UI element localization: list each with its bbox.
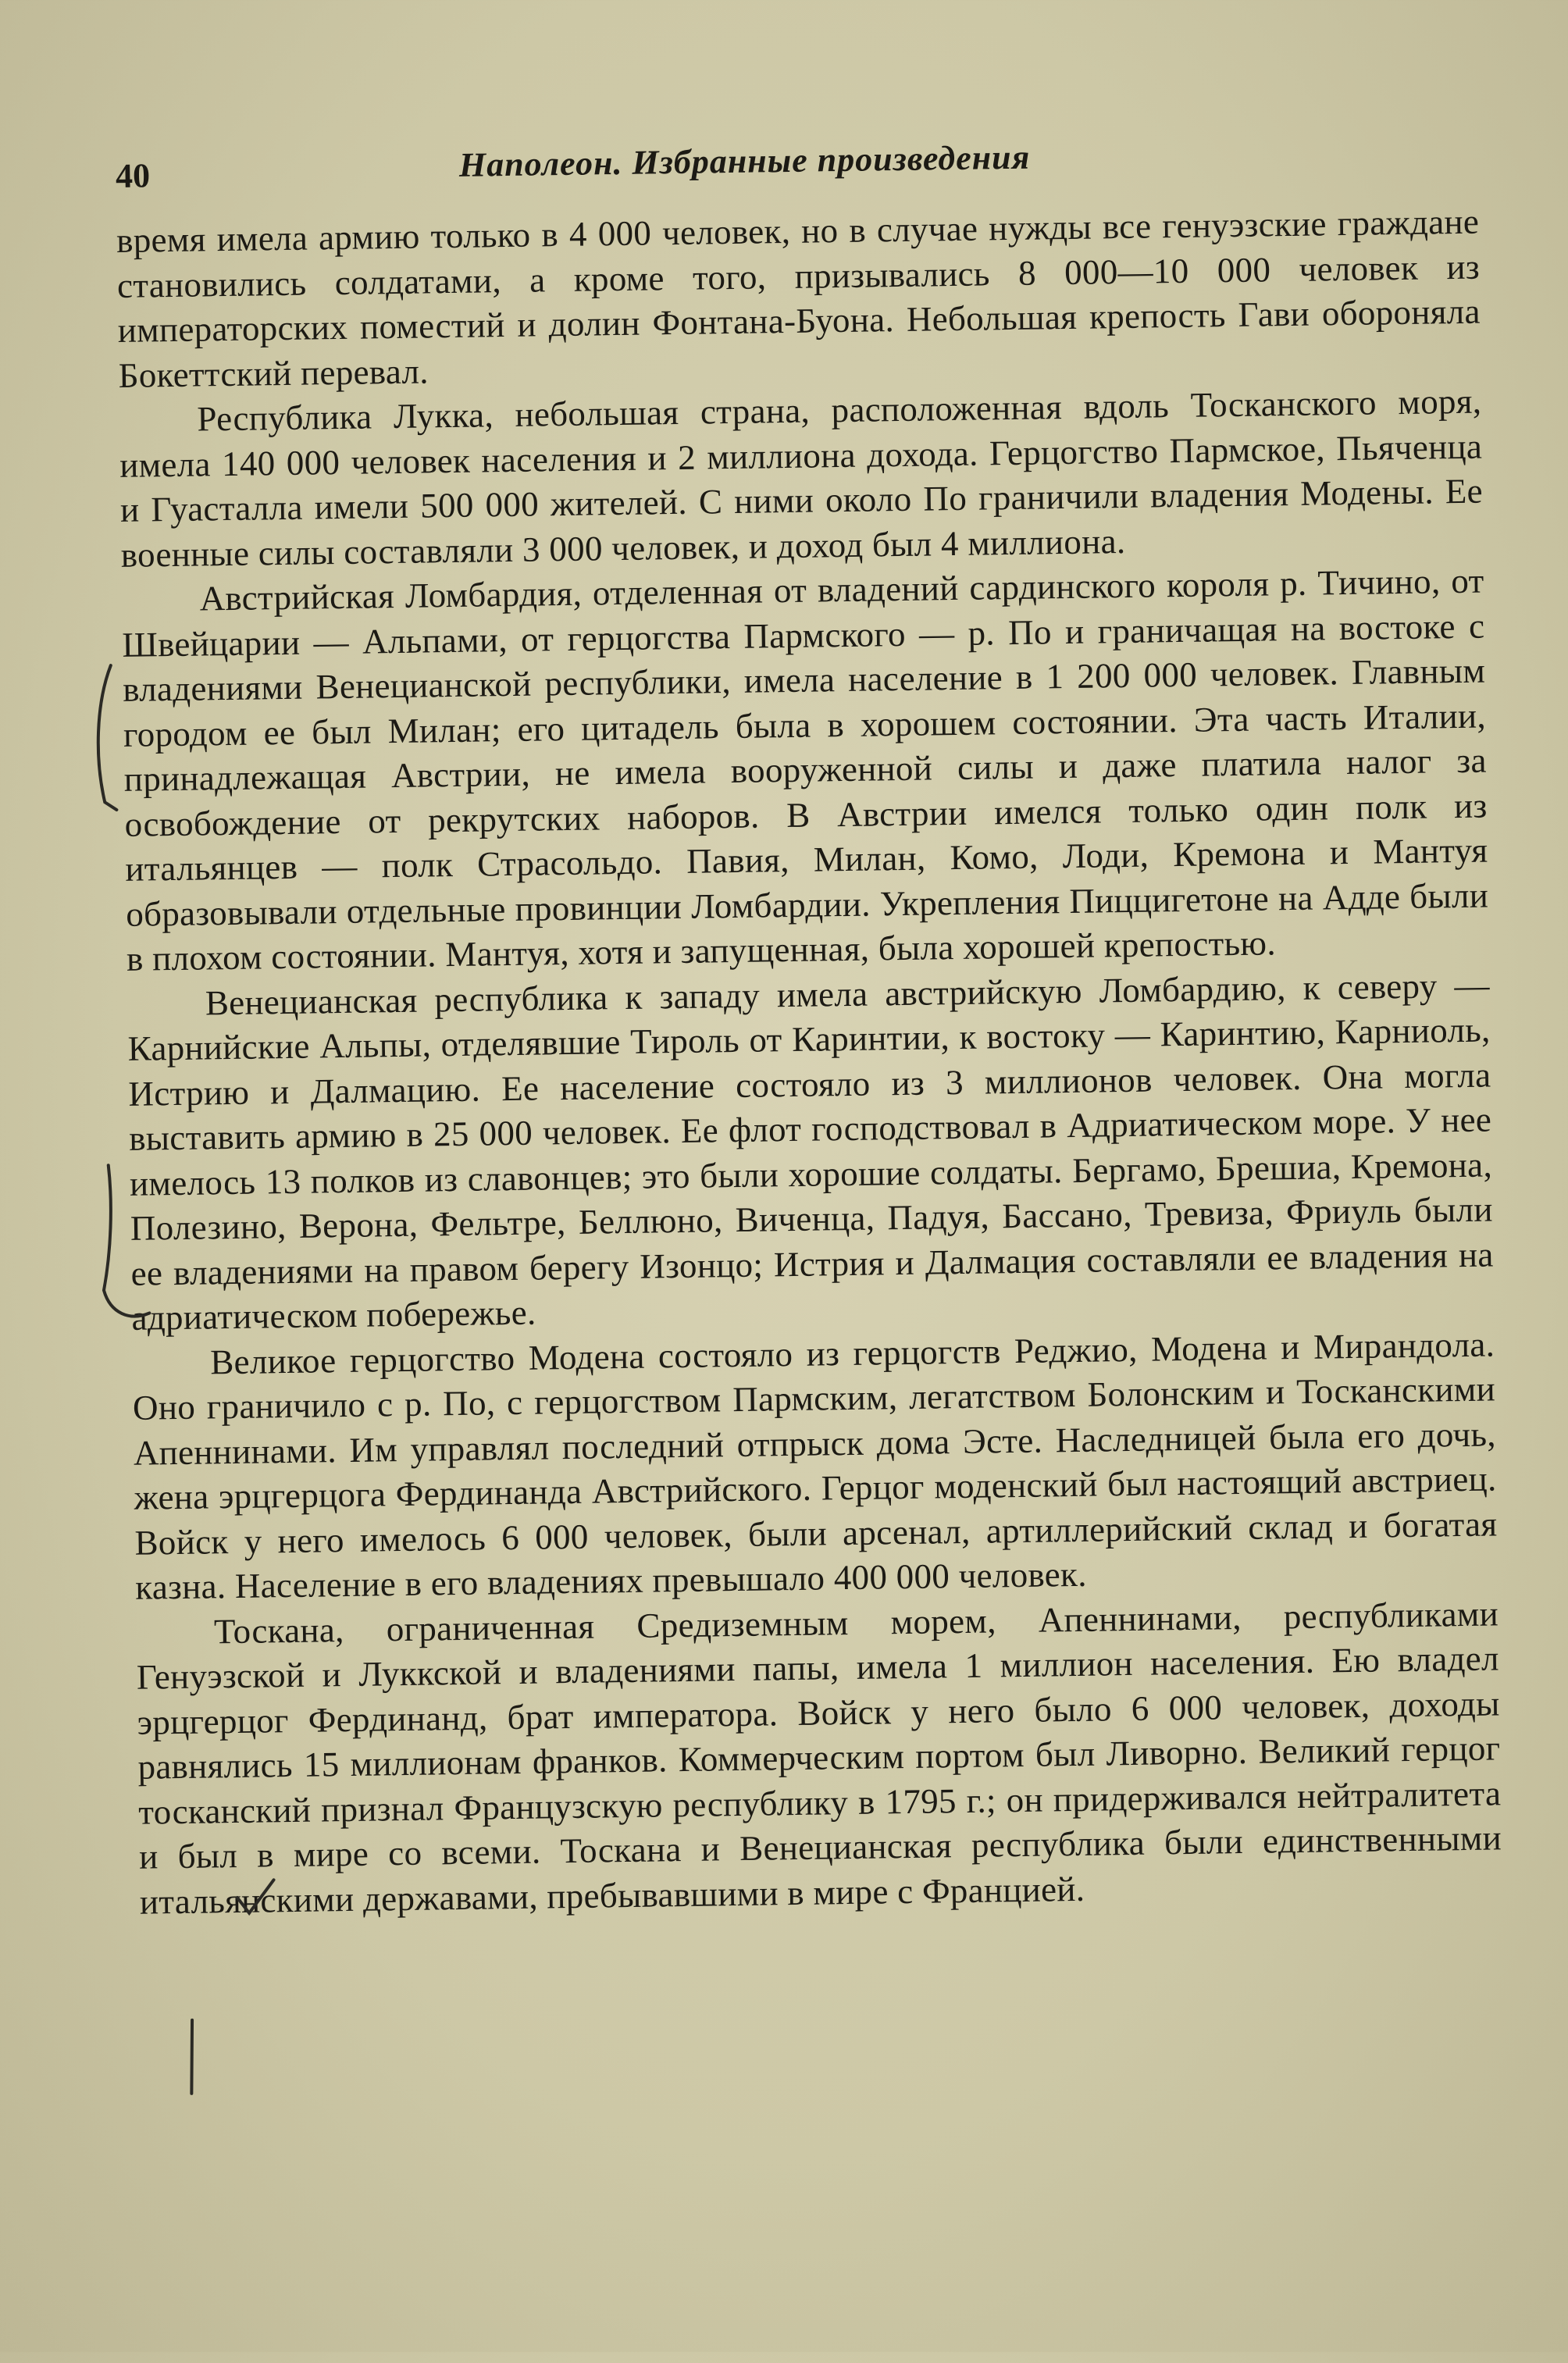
paragraph-lombardy: Австрийская Ломбардия, отделенная от владений сардинского короля р. Тичино, от Швейцарии — Альпами, от герцогства Пармского — р. По и граничащая на востоке с владениями Венецианской республики, имела население в 1 200 000 человек. Главным городом ее был Милан; его цитадель была в хорошем состоянии. Эта часть Италии, принадлежащая Австрии, не имела вооруженной силы и даже платила налог за освобождение от рекрутских наборов. В Австрии имелся только один полк из итальянцев — полк Страсольдо. Павия, Милан, Комо, Лоди, Кремона и Мантуя образовывали отдельные провинции Ломбардии. Укрепления Пиццигетоне на Адде были в плохом состоянии. Мантуя, хотя и запущенная, была хорошей крепостью. [122,561,1489,978]
running-title: Наполеон. Избранные произведения [458,137,1031,184]
paragraph-genoa-continued: время имела армию только в 4 000 человек, но в случае нужды все генуэзские граждане становились солдатами, а кроме того, призывались 8 000—10 000 человек из императорских поместий и долин Фонтана-Буона. Небольшая крепость Гави обороняла Бокеттский перевал. [116,201,1481,395]
paragraph-venice: Венецианская республика к западу имела австрийскую Ломбардию, к северу — Карнийские Альпы, отделявшие Тироль от Каринтии, к востоку — Каринтию, Карниоль, Истрию и Далмацию. Ее население состояло из 3 миллионов человек. Она могла выставить армию в 25 000 человек. Ее флот господствовал в Адриатическом море. У нее имелось 13 полков из славонцев; это были хорошие солдаты. Бергамо, Брешиа, Кремона, Полезино, Верона, Фельтре, Беллюно, Виченца, Падуя, Бассано, Тревиза, Фриуль были ее владениями на правом берегу Изонцо; Истрия и Далмация составляли ее владения на адриатическом побережье. [127,965,1494,1338]
page-header [116,131,1479,205]
paragraph-lucca: Республика Лукка, небольшая страна, расположенная вдоль Тосканского моря, имела 140 000 человек населения и 2 миллиона дохода. Герцогство Пармское, Пьяченца и Гуасталла имели 500 000 жителей. С ними около По граничили владения Модены. Ее военные силы составляли 3 000 человек, и доход был 4 миллиона. [119,381,1484,575]
page-number: 40 [115,156,151,195]
paragraph-tuscany: Тоскана, ограниченная Средиземным морем, Апеннинами, республиками Генуэзской и Луккской и владениями папы, имела 1 миллион населения. Ею владел эрцгерцог Фердинанд, брат императора. Войск у него было 6 000 человек, доходы равнялись 15 миллионам франков. Коммерческим портом был Ливорно. Великий герцог тосканский признал Французскую республику в 1795 г.; он придерживался нейтралитета и был в мире со всеми. Тоскана и Венецианская республика были единственными итальянскими державами, пребывавшими в мире с Францией. [136,1593,1502,1922]
paragraph-modena: Великое герцогство Модена состояло из герцогств Реджио, Модена и Мирандола. Оно граничило с р. По, с герцогством Пармским, легатством Болонским и Тосканскими Апеннинами. Им управлял последний отпрыск дома Эсте. Наследницей была его дочь, жена эрцгерцога Фердинанда Австрийского. Герцог моденский был настоящий австриец. Войск у него имелось 6 000 человек, были арсенал, артиллерийский склад и богатая казна. Население в его владениях превышало 400 000 человек. [132,1324,1498,1607]
margin-line-mark [181,2016,206,2101]
body-text [116,200,1502,1925]
